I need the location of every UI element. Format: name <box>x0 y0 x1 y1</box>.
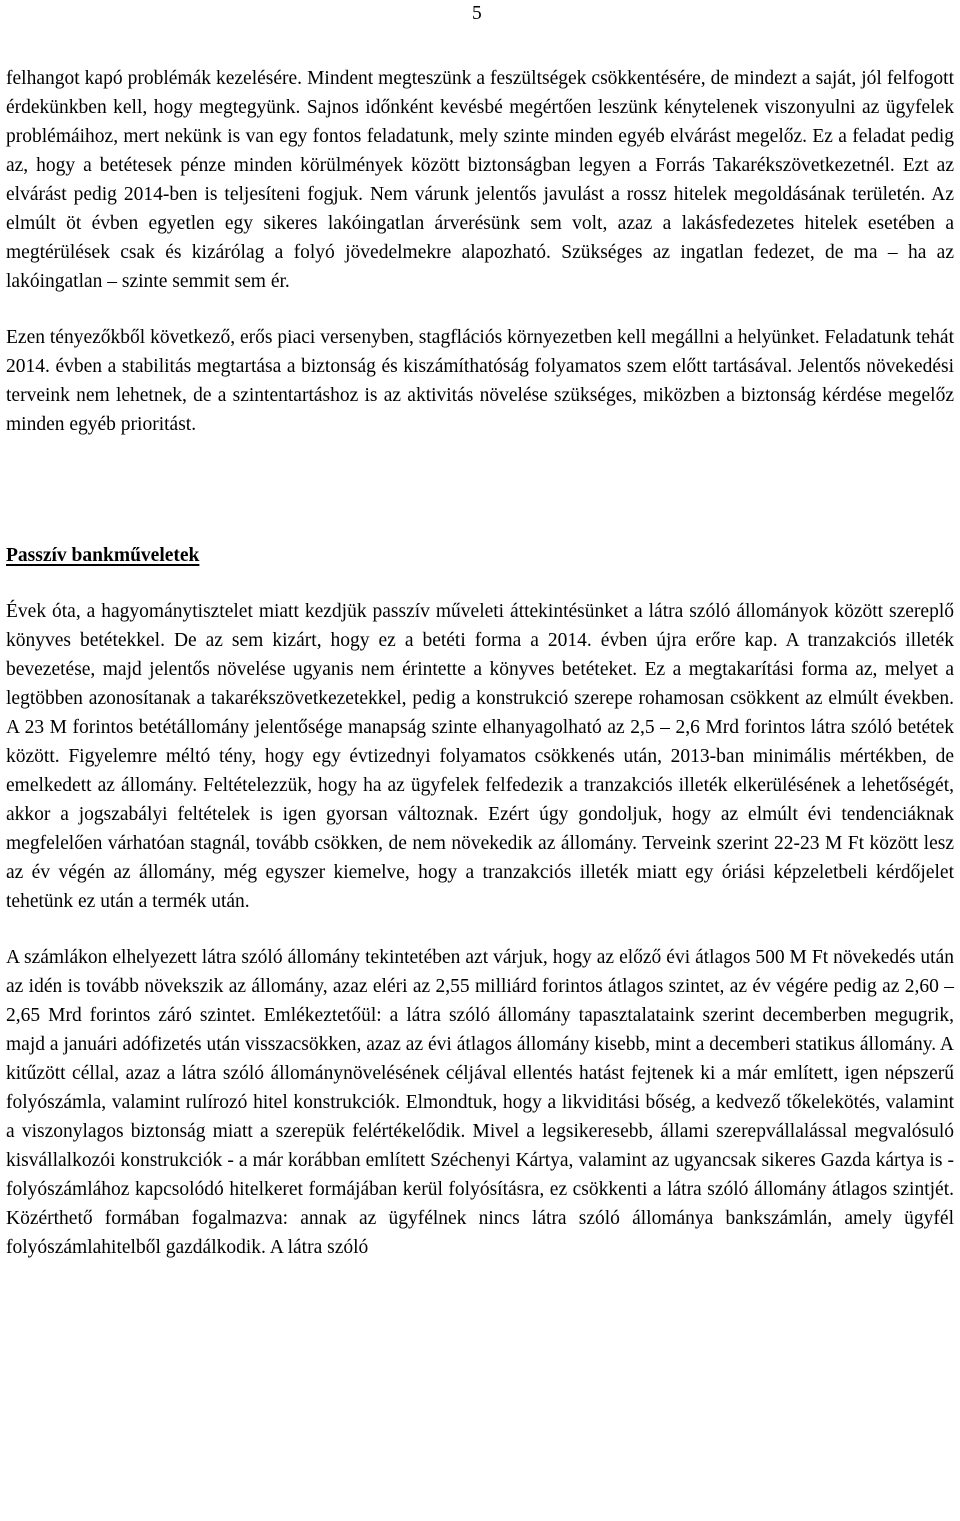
page-number: 5 <box>472 3 482 24</box>
section-heading-passive-operations: Passzív bankműveletek <box>6 545 200 566</box>
paragraph-risk-management: felhangot kapó problémák kezelésére. Mindent megteszünk a feszültségek csökkentésére, de mindezt a saját, jól felfogott érdekünkben kell, hogy megtegyünk. Sajnos időnként kevésbé megértően leszünk kénytelenek viszonyulni az ügyfelek problémáihoz, mert nekünk is van egy fontos feladatunk, mely szinte minden egyéb elvárást megelőz. Ez a feladat pedig az, hogy a betétesek pénze minden körülmények között biztonságban legyen a Forrás Takarékszövetkezetnél. Ezt az elvárást pedig 2014-ben is teljesíteni fogjuk. Nem várunk jelentős javulást a rossz hitelek megoldásának területén. Az elmúlt öt évben egyetlen egy sikeres lakóingatlan árverésünk sem volt, azaz a lakásfedezetes hitelek esetében a megtérülések csak és kizárólag a folyó jövedelmekre alapozható. Szükséges az ingatlan fedezet, de ma – ha az lakóingatlan – szinte semmit sem ér. <box>6 68 954 292</box>
document-body <box>6 64 954 1262</box>
paragraph-market-environment: Ezen tényezőkből következő, erős piaci versenyben, stagflációs környezetben kell megállni a helyünket. Feladatunk tehát 2014. évben a stabilitás megtartása a biztonság és kiszámíthatóság folyamatos szem előtt tartásával. Jelentős növekedési terveink nem lehetnek, de a szintentartáshoz is az aktivitás növelése szükséges, miközben a biztonság kérdése megelőz minden egyéb prioritást. <box>6 327 954 435</box>
paragraph-book-deposits: Évek óta, a hagyománytisztelet miatt kezdjük passzív műveleti áttekintésünket a látra szóló állományok között szereplő könyves betétekkel. De az sem kizárt, hogy ez a betéti forma a 2014. évben újra erőre kap. A tranzakciós illeték bevezetése, majd jelentős növelése ugyanis nem érintette a könyves betéteket. Ez a megtakarítási forma az, melyet a legtöbben azonosítanak a takarékszövetkezetekkel, pedig a konstrukció szerepe rohamosan csökkent az elmúlt években. A 23 M forintos betétállomány jelentősége manapság szinte elhanyagolható az 2,5 – 2,6 Mrd forintos látra szóló betétek között. Figyelemre méltó tény, hogy egy évtizednyi folyamatos csökkenés után, 2013-ban minimális mértékben, de emelkedett az állomány. Feltételezzük, hogy ha az ügyfelek felfedezik a tranzakciós illeték elkerülésének a lehetőségét, akkor a jogszabályi feltételek is igen gyorsan változnak. Ezért úgy gondoljuk, hogy az elmúlt évi tendenciáknak megfelelően várhatóan stagnál, tovább csökken, de nem növekedik az állomány. Terveink szerint 22-23 M Ft között lesz az év végén az állomány, még egyszer kiemelve, hogy a tranzakciós illeték miatt egy óriási képzeletbeli kérdőjelet tehetünk ez után a termék után. <box>6 601 954 912</box>
paragraph-sight-deposits: A számlákon elhelyezett látra szóló állomány tekintetében azt várjuk, hogy az előző évi átlagos 500 M Ft növekedés után az idén is tovább növekszik az állomány, azaz eléri az 2,55 milliárd forintos átlagos szintet, az év végére pedig az 2,60 – 2,65 Mrd forintos záró szintet. Emlékeztetőül: a látra szóló állomány tapasztalataink szerint decemberben megugrik, majd a januári adófizetés után visszacsökken, azaz az évi átlagos állomány kisebb, mint a decemberi statikus állomány. A kitűzött céllal, azaz a látra szóló állománynövelésének céljával ellentés hatást fejtenek ki a már említett, igen népszerű folyószámla, valamint rulírozó hitel konstrukciók. Elmondtuk, hogy a likviditási bőség, a kedvező tőkelekötés, valamint a viszonylagos biztonság miatt a szerepük felértékelődik. Mivel a legsikeresebb, állami szerepvállalással megvalósuló kisvállalkozói konstrukciók - a már korábban említett Széchenyi Kártya, valamint az ugyancsak sikeres Gazda kártya is - folyószámlához kapcsolódó hitelkeret formájában kerül folyósításra, ez csökkenti a látra szóló állomány átlagos szintjét. Közérthető formában fogalmazva: annak az ügyfélnek nincs látra szóló állománya bankszámlán, amely ügyfél folyószámlahitelből gazdálkodik. A látra szóló <box>6 947 954 1258</box>
